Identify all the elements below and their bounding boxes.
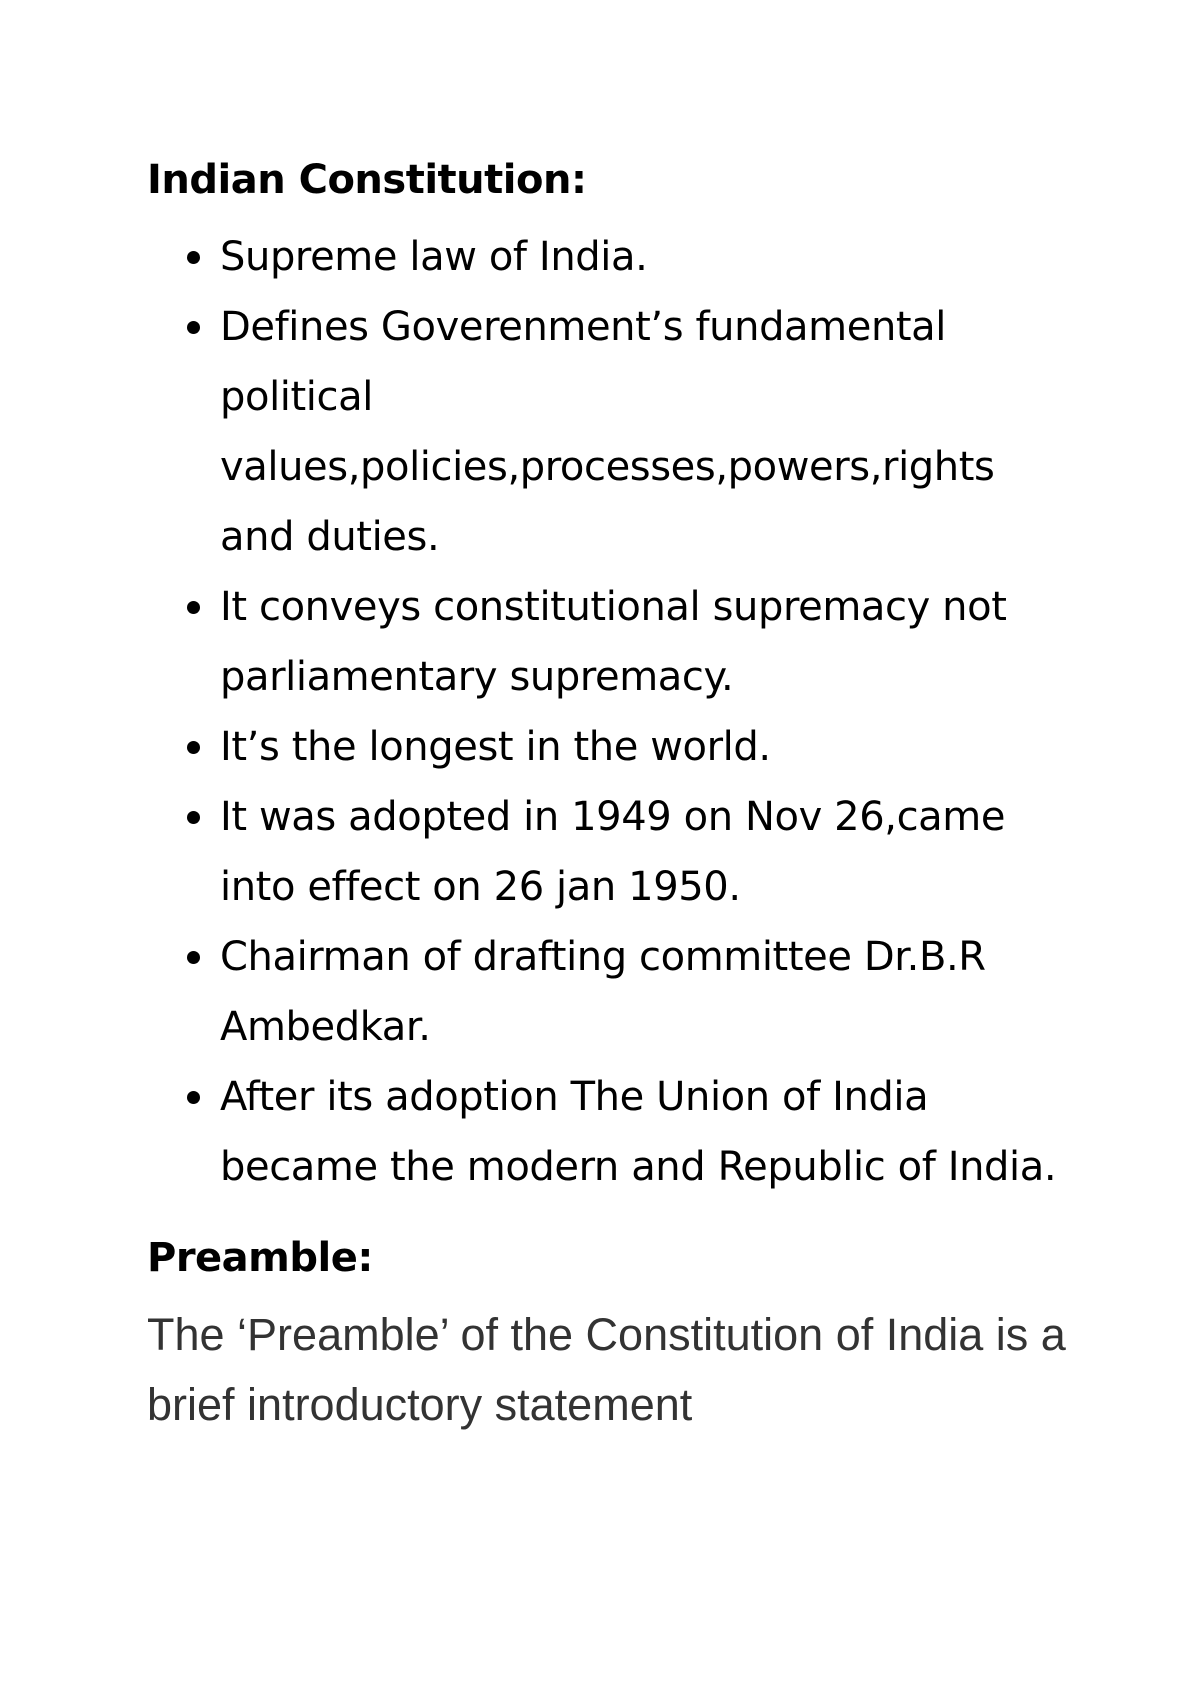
section-heading-preamble: Preamble: [147, 1235, 373, 1281]
bullet-text: It’s the longest in the world. [220, 724, 771, 770]
preamble-paragraph: The ‘Preamble’ of the Constitution of India is a brief introductory statement [147, 1309, 1066, 1430]
bullet-icon [187, 321, 200, 334]
bullet-icon [187, 601, 200, 614]
bullet-item [147, 782, 1077, 922]
bullet-text: Supreme law of India. [220, 234, 648, 280]
bullet-text: Defines Goverenment’s fundamental political values,policies,processes,powers,rights and duties. [220, 304, 995, 560]
bullet-item [147, 572, 1077, 712]
bullet-item [147, 1062, 1077, 1202]
bullet-item [147, 922, 1077, 1062]
bullet-icon [187, 251, 200, 264]
bullet-item [147, 222, 1077, 292]
bullet-item [147, 292, 1077, 572]
bullet-icon [187, 741, 200, 754]
bullet-icon [187, 811, 200, 824]
document-content [147, 148, 1077, 1440]
bullet-text: Chairman of drafting committee Dr.B.R Ambedkar. [220, 934, 986, 1050]
bullet-text: It was adopted in 1949 on Nov 26,came into effect on 26 jan 1950. [220, 794, 1006, 910]
bullet-icon [187, 951, 200, 964]
bullet-icon [187, 1091, 200, 1104]
constitution-bullet-list [147, 222, 1077, 1202]
bullet-text: After its adoption The Union of India became the modern and Republic of India. [220, 1074, 1057, 1190]
section-heading-indian-constitution: Indian Constitution: [147, 157, 587, 203]
bullet-text: It conveys constitutional supremacy not parliamentary supremacy. [220, 584, 1007, 700]
bullet-item [147, 712, 1077, 782]
